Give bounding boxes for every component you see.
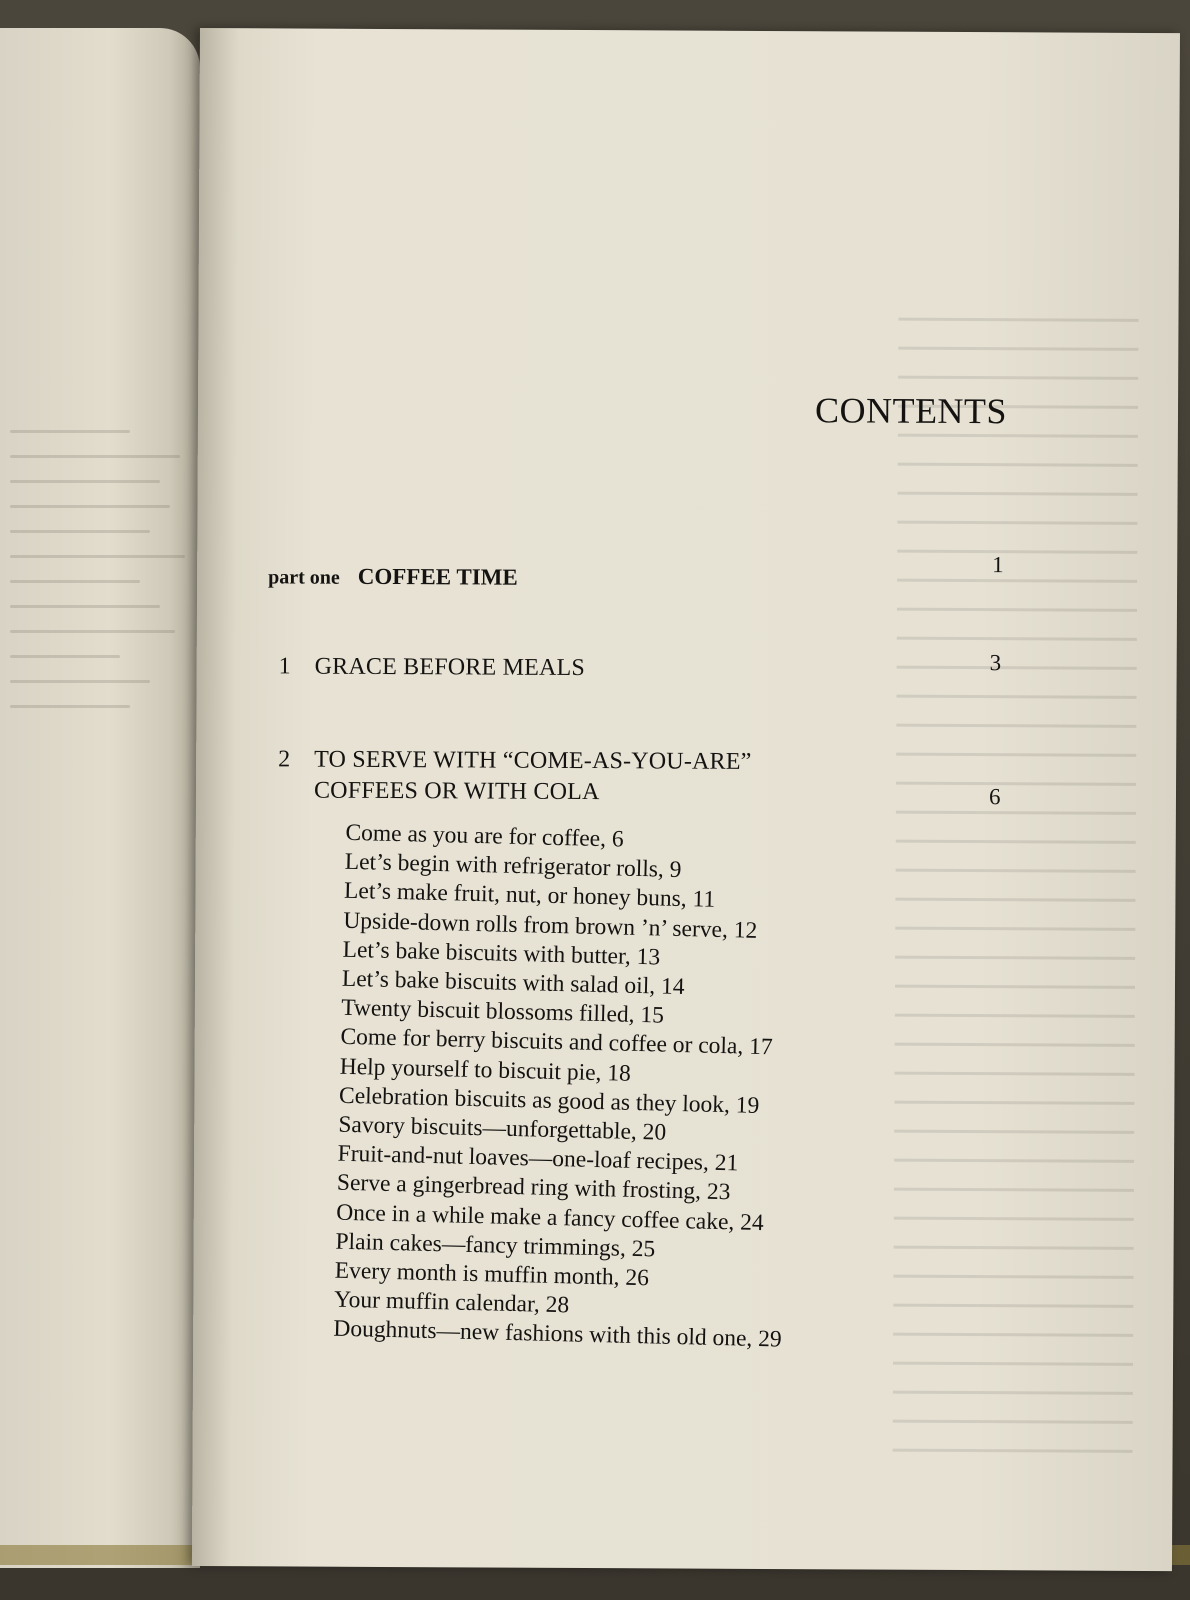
chapter-title: GRACE BEFORE MEALS — [314, 653, 586, 682]
list-item: Serve a gingerbread ring with frosting, 23 — [336, 1170, 731, 1206]
list-item: Twenty biscuit blossoms filled, 15 — [340, 994, 665, 1029]
facing-page — [0, 28, 200, 1568]
chapter-2 — [278, 746, 752, 806]
list-item: Celebration biscuits as good as they look, 19 — [338, 1082, 760, 1119]
part-label: part one — [268, 566, 340, 589]
list-item: Every month is muffin month, 26 — [334, 1257, 650, 1292]
section-list — [333, 819, 794, 1355]
list-item: Upside-down rolls from brown ’n’ serve, 12 — [343, 907, 758, 944]
show-through-text — [893, 292, 1139, 1443]
list-item: Savory biscuits—unforgettable, 20 — [338, 1111, 667, 1146]
part-title: COFFEE TIME — [357, 563, 518, 590]
part-page-number: 1 — [992, 552, 1004, 578]
list-item: Let’s make fruit, nut, or honey buns, 11 — [343, 878, 716, 914]
list-item: Once in a while make a fancy coffee cake, 24 — [335, 1199, 765, 1236]
chapter-title-line-2: COFFEES OR WITH COLA — [313, 777, 600, 806]
chapter-title-line-1: TO SERVE WITH “COME-AS-YOU-ARE” — [314, 746, 752, 775]
chapter-1-page-number: 3 — [989, 650, 1002, 676]
chapter-number: 2 — [278, 746, 291, 773]
list-item: Fruit-and-nut loaves—one-loaf recipes, 21 — [337, 1140, 739, 1177]
list-item: Come for berry biscuits and coffee or cola, 17 — [340, 1024, 773, 1061]
chapter-1 — [279, 653, 585, 682]
chapter-number: 1 — [278, 653, 291, 680]
show-through-text — [0, 408, 200, 1008]
page-title: CONTENTS — [814, 390, 1008, 432]
list-item: Doughnuts—new fashions with this old one, 29 — [333, 1316, 783, 1354]
list-item: Let’s begin with refrigerator rolls, 9 — [344, 848, 682, 884]
chapter-2-page-number: 6 — [988, 784, 1001, 810]
list-item: Plain cakes—fancy trimmings, 25 — [335, 1228, 656, 1263]
list-item: Let’s bake biscuits with salad oil, 14 — [341, 965, 685, 1001]
part-heading — [268, 563, 518, 590]
list-item: Let’s bake biscuits with butter, 13 — [342, 936, 661, 971]
contents-page — [192, 28, 1180, 1571]
list-item: Your muffin calendar, 28 — [333, 1286, 570, 1319]
list-item: Help yourself to biscuit pie, 18 — [339, 1053, 632, 1087]
list-item: Come as you are for coffee, 6 — [345, 819, 624, 853]
